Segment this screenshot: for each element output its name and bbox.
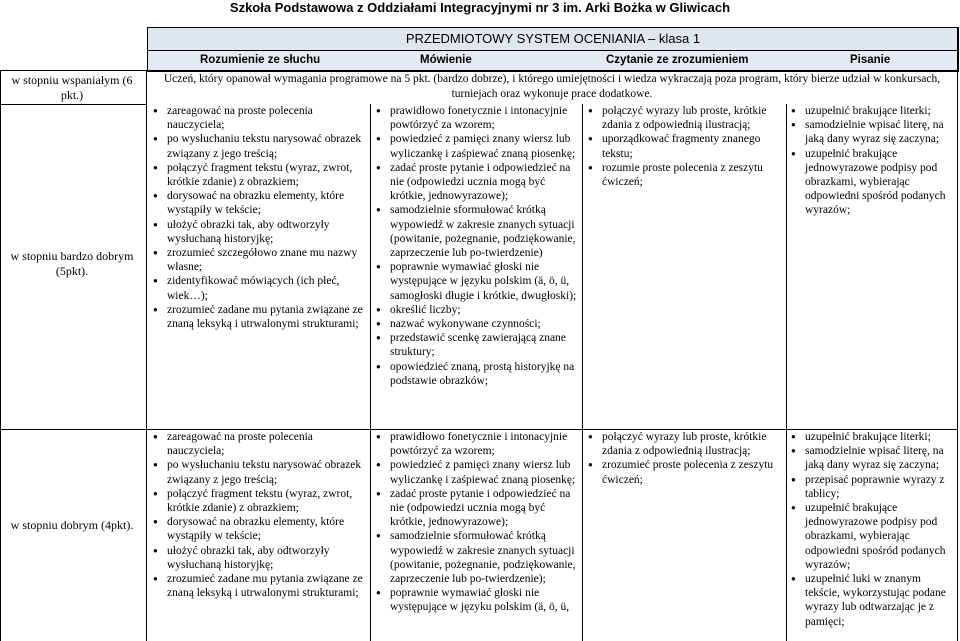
list-item: ● uzupełnić brakujące literki; <box>791 430 955 444</box>
list-item: ● zadać proste pytanie i odpowiedzieć na nie (odpowiedzi ucznia mogą być krótkie, jednowyrazowe); <box>376 487 581 530</box>
grade-6-description: Uczeń, który opanował wymagania programowe na 5 pkt. (bardzo dobrze), i którego umiejętności i wiedza wykraczają poza program, który bierze udział w konkursach, turniejach oraz wykonuje prace dodatkowe. <box>163 73 941 100</box>
col-separator-3 <box>786 104 787 641</box>
table-border-left <box>0 70 1 641</box>
list-item: ● zareagować na proste polecenia nauczyciela; <box>153 430 363 458</box>
row4-writing <box>791 430 955 641</box>
list-item: ● zareagować na proste polecenia nauczyciela; <box>153 104 363 132</box>
list-item: ● samodzielnie sformułować krótką wypowiedź w zakresie znanych sytuacji (powitanie, pożegnanie, podziękowanie, zaprzeczenie lub po-twierdzenie); <box>376 529 581 586</box>
col-separator-1 <box>370 104 371 641</box>
list-item: ● uzupełnić luki w znanym tekście, wykorzystując podane wyrazy lub odtwarzając je z pamięci; <box>791 572 955 629</box>
list-item: ● samodzielnie wpisać literę, na jaką dany wyraz się zaczyna; <box>791 118 955 146</box>
list-item: ● przedstawić scenkę zawierającą znane struktury; <box>376 331 581 359</box>
list-item: ● prawidłowo fonetycznie i intonacyjnie powtórzyć za wzorem; <box>376 430 581 458</box>
list-item: ● dorysować na obrazku elementy, które wystąpiły w tekście; <box>153 189 363 217</box>
list-item: ● uzupełnić brakujące jednowyrazowe podpisy pod obrazkami, wybierając odpowiedni spośród podanych wyrazów; <box>791 501 955 572</box>
list-item: ● ułożyć obrazki tak, aby odtworzyły wysłuchaną historyjkę; <box>153 218 363 246</box>
list-item: ● połączyć fragment tekstu (wyraz, zwrot, krótkie zdanie) z obrazkiem; <box>153 487 363 515</box>
grade-4: w stopniu dobrym (4pkt). <box>10 518 134 532</box>
grade-5: w stopniu bardzo dobrym (5pkt). <box>10 249 134 278</box>
header-reading: Czytanie ze zrozumieniem <box>606 54 749 66</box>
row-separator-6 <box>0 104 147 105</box>
row4-speaking <box>376 430 581 641</box>
header-writing: Pisanie <box>850 54 891 66</box>
list-item: ● ułożyć obrazki tak, aby odtworzyły wysłuchaną historyjkę; <box>153 544 363 572</box>
row4-listening <box>153 430 363 600</box>
list-item: ● zrozumieć proste polecenia z zeszytu ćwiczeń; <box>588 458 784 486</box>
list-item: ● po wysłuchaniu tekstu narysować obrazek związany z jego treścią; <box>153 458 363 486</box>
header-speaking: Mówienie <box>420 54 472 66</box>
table-border-grade <box>146 70 147 641</box>
list-item: ● powiedzieć z pamięci znany wiersz lub wyliczankę i zaśpiewać znaną piosenkę; <box>376 132 581 160</box>
col-separator-2 <box>582 104 583 641</box>
list-item: ● poprawnie wymawiać głoski nie występujące w języku polskim (ä, ö, ü, samogłoski długie i krótkie, dwugłoski); <box>376 260 581 303</box>
list-item: ● zadać proste pytanie i odpowiedzieć na nie (odpowiedzi ucznia mogą być krótkie, jednowyrazowe); <box>376 161 581 204</box>
list-item: ● nazwać wykonywane czynności; <box>376 317 581 331</box>
header-listening: Rozumienie ze słuchu <box>200 54 321 66</box>
list-item: ● zidentyfikować mówiących (ich płeć, wiek…); <box>153 274 363 302</box>
grade-6: w stopniu wspaniałym (6 pkt.) <box>11 73 133 102</box>
row5-reading <box>588 104 784 189</box>
list-item: ● połączyć fragment tekstu (wyraz, zwrot, krótkie zdanie) z obrazkiem; <box>153 161 363 189</box>
list-item: ● uporządkować fragmenty znanego tekstu; <box>588 132 784 160</box>
list-item: ● połączyć wyrazy lub proste, krótkie zdania z odpowiednią ilustracją; <box>588 104 784 132</box>
list-item: ● powiedzieć z pamięci znany wiersz lub wyliczankę i zaśpiewać znaną piosenkę; <box>376 458 581 486</box>
list-item: ● prawidłowo fonetycznie i intonacyjnie powtórzyć za wzorem; <box>376 104 581 132</box>
row5-speaking <box>376 104 581 388</box>
list-item: ● rozumie proste polecenia z zeszytu ćwiczeń; <box>588 161 784 189</box>
list-item: ● zrozumieć zadane mu pytania związane ze znaną leksyką i utrwalonymi strukturami; <box>153 572 363 600</box>
table-top-line <box>0 70 958 71</box>
system-title: PRZEDMIOTOWY SYSTEM OCENIANIA – klasa 1 <box>147 27 959 51</box>
list-item: ● po wysłuchaniu tekstu narysować obrazek związany z jego treścią; <box>153 132 363 160</box>
list-item: ● przepisać poprawnie wyrazy z tablicy; <box>791 473 955 501</box>
row4-reading <box>588 430 784 487</box>
list-item: ● zrozumieć zadane mu pytania związane ze znaną leksyką i utrwalonymi strukturami; <box>153 303 363 331</box>
list-item: ● uzupełnić brakujące literki; <box>791 104 955 118</box>
school-title: Szkoła Podstawowa z Oddziałami Integracyjnymi nr 3 im. Arki Bożka w Gliwicach <box>229 0 731 15</box>
row5-listening <box>153 104 363 331</box>
list-item: ● samodzielnie wpisać literę, na jaką dany wyraz się zaczyna; <box>791 444 955 472</box>
list-item: ● określić liczby; <box>376 303 581 317</box>
column-headers <box>147 50 959 72</box>
list-item: ● uzupełnić brakujące jednowyrazowe podpisy pod obrazkami, wybierając odpowiedni spośród podanych wyrazów; <box>791 147 955 218</box>
list-item: ● połączyć wyrazy lub proste, krótkie zdania z odpowiednią ilustracją; <box>588 430 784 458</box>
list-item: ● dorysować na obrazku elementy, które wystąpiły w tekście; <box>153 515 363 543</box>
list-item: ● opowiedzieć znaną, prostą historyjkę na podstawie obrazków; <box>376 360 581 388</box>
list-item: ● poprawnie wymawiać głoski nie występujące w języku polskim (ä, ö, ü, <box>376 586 581 614</box>
table-border-right <box>957 27 958 641</box>
row5-writing <box>791 104 955 218</box>
list-item: ● samodzielnie sformułować krótką wypowiedź w zakresie znanych sytuacji (powitanie, pożegnanie, podziękowanie, zaprzeczenie lub po-twierdzenie) <box>376 203 581 260</box>
list-item: ● zrozumieć szczegółowo znane mu nazwy własne; <box>153 246 363 274</box>
